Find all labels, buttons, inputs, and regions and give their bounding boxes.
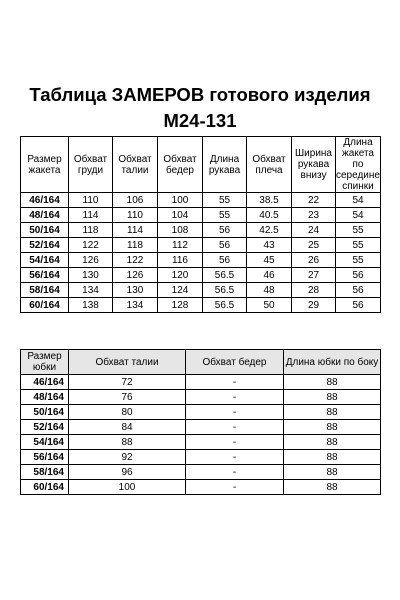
table-row — [21, 268, 381, 283]
value-cell: - — [186, 390, 284, 405]
value-cell: 88 — [284, 480, 381, 495]
value-cell: 29 — [292, 298, 336, 313]
value-cell: - — [186, 465, 284, 480]
size-cell: 50/164 — [21, 223, 69, 238]
table-row — [21, 208, 381, 223]
table-row — [21, 253, 381, 268]
value-cell: 130 — [69, 268, 113, 283]
column-header: Размер жакета — [21, 137, 69, 193]
value-cell: 124 — [158, 283, 203, 298]
value-cell: 56 — [336, 268, 381, 283]
value-cell: 76 — [69, 390, 186, 405]
size-cell: 46/164 — [21, 375, 69, 390]
value-cell: - — [186, 435, 284, 450]
page-title: Таблица ЗАМЕРОВ готового изделия — [29, 84, 371, 105]
table-row — [21, 238, 381, 253]
value-cell: 54 — [336, 208, 381, 223]
value-cell: 106 — [113, 193, 158, 208]
table-row — [21, 390, 381, 405]
size-cell: 48/164 — [21, 390, 69, 405]
skirt-table-header — [21, 350, 381, 375]
value-cell: - — [186, 420, 284, 435]
value-cell: 56.5 — [203, 268, 247, 283]
value-cell: 43 — [247, 238, 292, 253]
skirt-table-body — [21, 375, 381, 495]
size-cell: 54/164 — [21, 253, 69, 268]
value-cell: 72 — [69, 375, 186, 390]
value-cell: 104 — [158, 208, 203, 223]
value-cell: 55 — [336, 253, 381, 268]
value-cell: - — [186, 405, 284, 420]
value-cell: 54 — [336, 193, 381, 208]
value-cell: 92 — [69, 450, 186, 465]
value-cell: 118 — [113, 238, 158, 253]
jacket-measurements-table — [20, 136, 381, 313]
column-header: Длина рукава — [203, 137, 247, 193]
value-cell: 25 — [292, 238, 336, 253]
size-cell: 56/164 — [21, 450, 69, 465]
value-cell: 48 — [247, 283, 292, 298]
value-cell: 110 — [69, 193, 113, 208]
column-header: Длина жакета по середине спинки — [336, 137, 380, 192]
size-cell: 52/164 — [21, 420, 69, 435]
size-cell: 58/164 — [21, 465, 69, 480]
table-row — [21, 435, 381, 450]
size-cell: 60/164 — [21, 480, 69, 495]
value-cell: 122 — [69, 238, 113, 253]
value-cell: 42.5 — [247, 223, 292, 238]
size-cell: 56/164 — [21, 268, 69, 283]
value-cell: 96 — [69, 465, 186, 480]
value-cell: 40.5 — [247, 208, 292, 223]
value-cell: 88 — [284, 390, 381, 405]
column-header: Обхват талии — [113, 137, 158, 193]
value-cell: 88 — [284, 450, 381, 465]
size-cell: 50/164 — [21, 405, 69, 420]
value-cell: 100 — [158, 193, 203, 208]
table-row — [21, 193, 381, 208]
value-cell: 116 — [158, 253, 203, 268]
value-cell: 134 — [113, 298, 158, 313]
value-cell: 56 — [203, 238, 247, 253]
model-code: М24-131 — [163, 110, 237, 131]
value-cell: 110 — [113, 208, 158, 223]
value-cell: 88 — [284, 420, 381, 435]
value-cell: 38.5 — [247, 193, 292, 208]
table-row — [21, 480, 381, 495]
value-cell: 138 — [69, 298, 113, 313]
value-cell: 134 — [69, 283, 113, 298]
value-cell: - — [186, 480, 284, 495]
value-cell: 23 — [292, 208, 336, 223]
table-row — [21, 450, 381, 465]
value-cell: 88 — [284, 375, 381, 390]
column-header: Обхват груди — [69, 137, 113, 193]
column-header: Размер юбки — [21, 350, 69, 375]
value-cell: 46 — [247, 268, 292, 283]
jacket-table-header — [21, 137, 381, 193]
value-cell: 24 — [292, 223, 336, 238]
table-row — [21, 405, 381, 420]
table-row — [21, 420, 381, 435]
value-cell: 22 — [292, 193, 336, 208]
size-cell: 48/164 — [21, 208, 69, 223]
value-cell: 130 — [113, 283, 158, 298]
value-cell: 55 — [203, 208, 247, 223]
value-cell: 126 — [69, 253, 113, 268]
value-cell: 114 — [113, 223, 158, 238]
value-cell: 88 — [284, 435, 381, 450]
skirt-measurements-table — [20, 349, 381, 495]
value-cell: 45 — [247, 253, 292, 268]
value-cell: 56 — [203, 223, 247, 238]
table-row — [21, 298, 381, 313]
value-cell: - — [186, 450, 284, 465]
size-cell: 46/164 — [21, 193, 69, 208]
size-cell: 54/164 — [21, 435, 69, 450]
table-row — [21, 223, 381, 238]
value-cell: 84 — [69, 420, 186, 435]
value-cell: 100 — [69, 480, 186, 495]
table-row — [21, 465, 381, 480]
column-header: Ширина рукава внизу — [292, 137, 336, 193]
value-cell: 126 — [113, 268, 158, 283]
column-header: Обхват бедер — [158, 137, 203, 193]
size-cell: 58/164 — [21, 283, 69, 298]
value-cell: 56 — [336, 283, 381, 298]
value-cell: 88 — [284, 465, 381, 480]
value-cell: 88 — [69, 435, 186, 450]
value-cell: 56.5 — [203, 298, 247, 313]
value-cell: 88 — [284, 405, 381, 420]
value-cell: 50 — [247, 298, 292, 313]
value-cell: 55 — [203, 193, 247, 208]
value-cell: 56 — [203, 253, 247, 268]
value-cell: 118 — [69, 223, 113, 238]
value-cell: 120 — [158, 268, 203, 283]
value-cell: 56 — [336, 298, 381, 313]
column-header: Обхват талии — [69, 350, 186, 375]
value-cell: 80 — [69, 405, 186, 420]
value-cell: 122 — [113, 253, 158, 268]
value-cell: 114 — [69, 208, 113, 223]
jacket-table-body — [21, 193, 381, 313]
column-header: Обхват плеча — [247, 137, 292, 193]
column-header: Длина юбки по боку — [284, 350, 381, 375]
table-row — [21, 283, 381, 298]
column-header: Обхват бедер — [186, 350, 284, 375]
value-cell: 108 — [158, 223, 203, 238]
value-cell: 112 — [158, 238, 203, 253]
size-cell: 52/164 — [21, 238, 69, 253]
value-cell: 27 — [292, 268, 336, 283]
value-cell: 128 — [158, 298, 203, 313]
value-cell: 55 — [336, 238, 381, 253]
value-cell: 56.5 — [203, 283, 247, 298]
value-cell: 26 — [292, 253, 336, 268]
value-cell: 55 — [336, 223, 381, 238]
size-cell: 60/164 — [21, 298, 69, 313]
value-cell: - — [186, 375, 284, 390]
value-cell: 28 — [292, 283, 336, 298]
table-row — [21, 375, 381, 390]
